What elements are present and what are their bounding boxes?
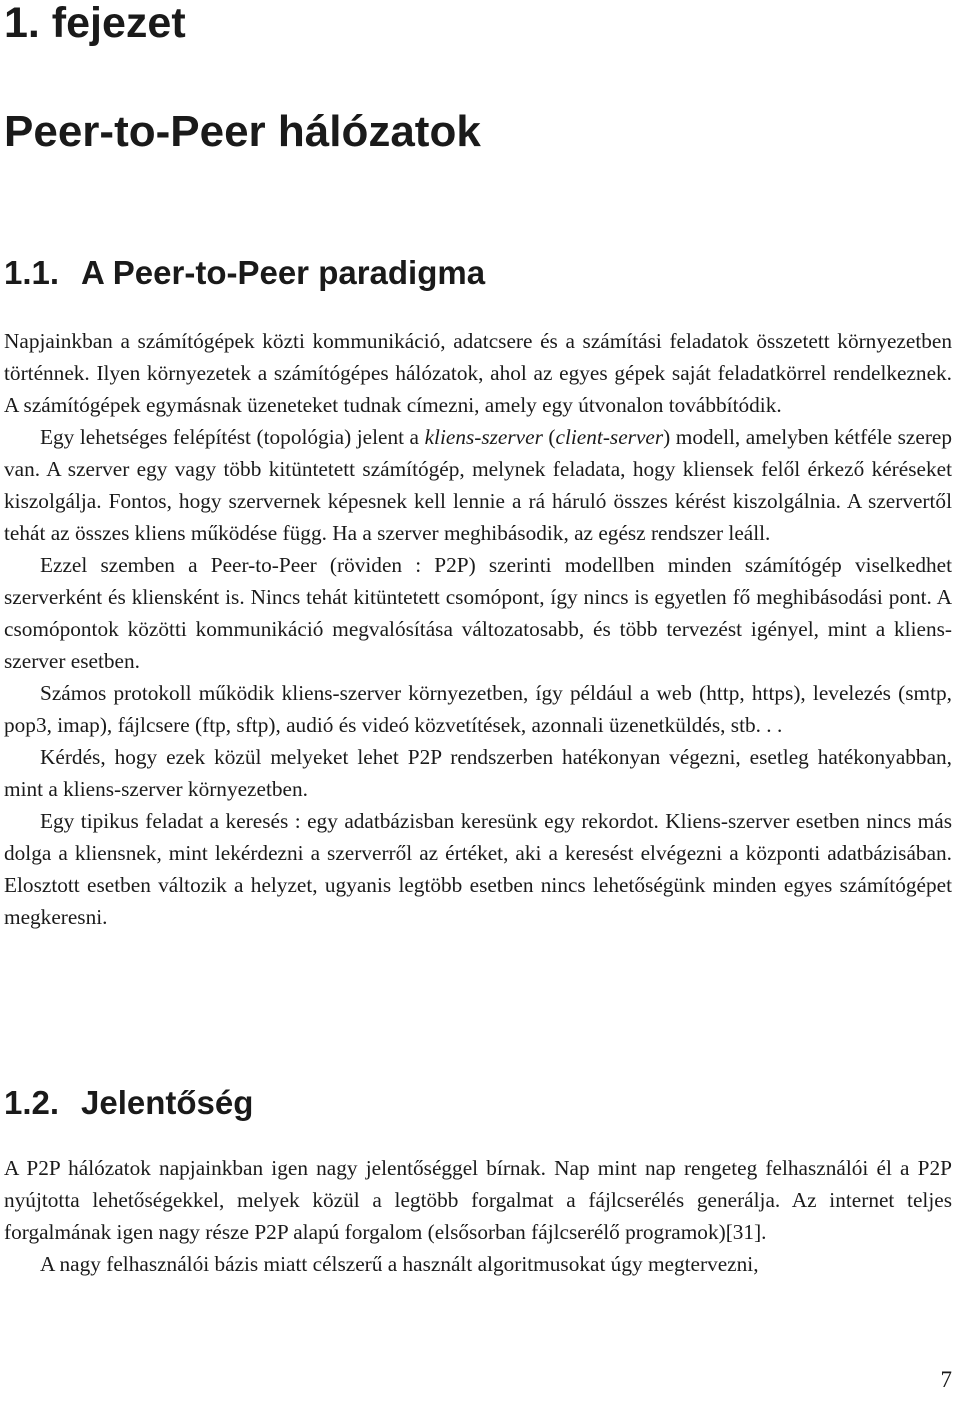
section-title: Jelentőség [81,1084,254,1121]
chapter-label: 1. fejezet [4,0,186,47]
paragraph: Kérdés, hogy ezek közül melyeket lehet P2P rendszerben hatékonyan végezni, esetleg hatékonyabban, mint a kliens-szerver környezetben. [4,745,952,801]
section-heading-1 [4,253,485,293]
paragraph: Napjainkban a számítógépek közti kommunikáció, adatcsere és a számítási feladatok összetett környezetben történnek. Ilyen környezetek a számítógépes hálózatok, ahol az egyes gépek saját feladatkörrel rendelkeznek. A számítógépek egymásnak üzeneteket tudnak címezni, amely egy útvonalon továbbítódik. [4,329,952,417]
page-number: 7 [940,1367,952,1392]
section-title: A Peer-to-Peer paradigma [81,254,486,291]
paragraph: Egy tipikus feladat a keresés : egy adatbázisban keresünk egy rekordot. Kliens-szerver esetben nincs más dolga a kliensnek, mint lekérdezni a szerverről az értéket, aki a keresést elvégezni a központi adatbázisában. Elosztott esetben változik a helyzet, ugyanis legtöbb esetben nincs lehetőségünk minden egyes számítógépet megkeresni. [4,809,952,929]
section-1-body [4,325,952,933]
paragraph: Ezzel szemben a Peer-to-Peer (röviden : P2P) szerinti modellben minden számítógép viselkedhet szerverként és kliensként is. Nincs tehát kitüntetett csomópont, így nincs is egyetlen fő meghibásodási pont. A csomópontok közötti kommunikáció megvalósítása változatosabb, és több tervezést igényel, mint a kliens-szerver esetben. [4,553,952,673]
section-2-body [4,1152,952,1280]
paragraph: A P2P hálózatok napjainkban igen nagy jelentőséggel bírnak. Nap mint nap rengeteg felhasználói él a P2P nyújtotta lehetőségekkel, melyek közül a legtöbb forgalmat a fájlcserélés generálja. Az internet teljes forgalmának igen nagy része P2P alapú forgalom (elsősorban fájlcserélő programok)[31]. [4,1156,952,1244]
section-heading-2 [4,1083,253,1123]
paragraph: Számos protokoll működik kliens-szerver környezetben, így például a web (http, https), levelezés (smtp, pop3, imap), fájlcsere (ftp, sftp), audió és videó közvetítések, azonnali üzenetküldés, stb. . . [4,681,952,737]
emphasis-term: kliens-szerver [424,425,543,449]
section-number: 1.1. [4,254,60,291]
paragraph: A nagy felhasználói bázis miatt célszerű a használt algoritmusokat úgy megtervezni, [40,1252,759,1276]
paragraph: Egy lehetséges felépítést (topológia) jelent a kliens-szerver (client-server) modell, amelyben kétféle szerep van. A szerver egy vagy több kitüntetett számítógép, melynek feladata, hogy kliensek felől érkező kéréseket kiszolgálja. Fontos, hogy szervernek képesnek kell lennie a rá háruló összes kérést kiszolgálnia. A szervertől tehát az összes kliens működése függ. Ha a szerver meghibásodik, az egész rendszer leáll. [4,425,953,545]
section-number: 1.2. [4,1084,60,1121]
emphasis-term: client-server [555,425,664,449]
chapter-title: Peer-to-Peer hálózatok [4,107,481,156]
